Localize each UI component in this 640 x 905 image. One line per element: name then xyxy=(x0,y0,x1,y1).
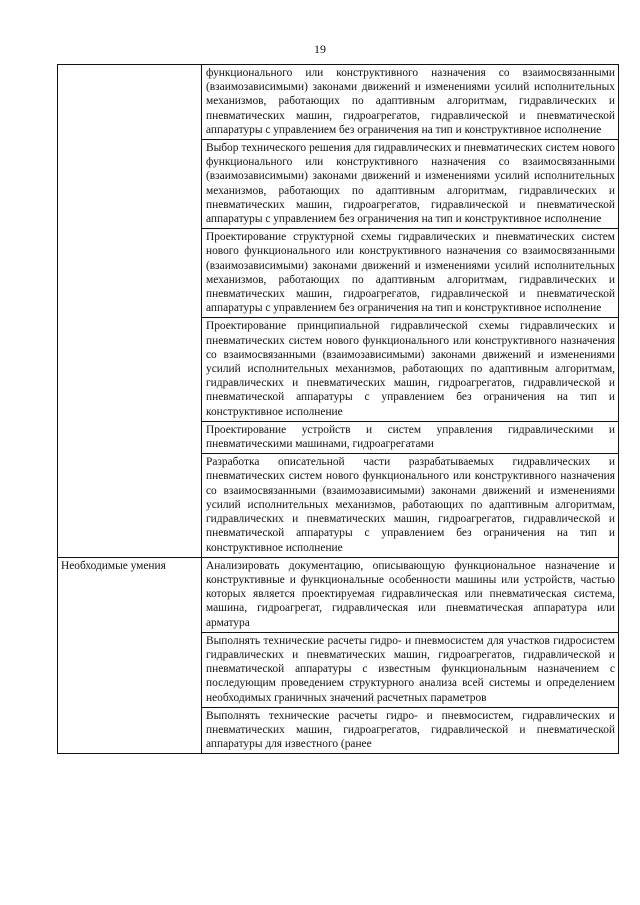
row-text-cell xyxy=(202,140,619,229)
row-text-cell xyxy=(202,707,619,754)
row-text-cell xyxy=(202,557,619,632)
row-text: Проектирование структурной схемы гидравлических и пневматических систем нового функционального или конструктивного назначения со взаимосвязанными (взаимозависимыми) законами движений и изменениями усилий исполнительных механизмов, работающих по адаптивным алгоритмам, гидравлических и пневматических машин, гидроагрегатов, гидравлической и пневматической аппаратуры с управлением без ограничения на тип и конструктивное исполнение xyxy=(206,231,615,315)
row-label-cell xyxy=(58,557,202,754)
row-text: Разработка описательной части разрабатываемых гидравлических и пневматических систем нового функционального или конструктивного назначения со взаимосвязанными (взаимозависимыми) законами движений и изменениями усилий исполнительных механизмов, работающих по адаптивным алгоритмам, гидравлических и пневматических машин, гидроагрегатов, гидравлической и пневматической аппаратуры с управлением без ограничения на тип и конструктивное исполнение xyxy=(206,456,615,554)
row-text-cell xyxy=(202,454,619,557)
row-text: Анализировать документацию, описывающую функциональное назначение и конструктивные и функциональные особенности машины или устройств, частью которых является проектируемая гидравлическая или пневматическая система, машина, гидроагрегат, гидравлическая или пневматическая аппаратура или арматура xyxy=(206,559,615,629)
row-text: Выбор технического решения для гидравлических и пневматических систем нового функционального или конструктивного назначения со взаимосвязанными (взаимозависимыми) законами движений и изменениями усилий исполнительных механизмов, работающих по адаптивным алгоритмам, гидравлических и пневматических машин, гидроагрегатов, гидравлической и пневматической аппаратуры с управлением без ограничения на тип и конструктивное исполнение xyxy=(206,142,615,226)
table-row xyxy=(58,65,619,140)
page-number: 19 xyxy=(314,42,326,56)
row-text: Проектирование принципиальной гидравлической схемы гидравлических и пневматических систем нового функционального или конструктивного назначения со взаимосвязанными (взаимозависимыми) законами движений и изменениями усилий исполнительных механизмов, работающих по адаптивным алгоритмам, гидравлических и пневматических машин, гидроагрегатов, гидравлической и пневматической аппаратуры с управлением без ограничения на тип и конструктивное исполнение xyxy=(206,320,615,418)
row-label-cell xyxy=(58,65,202,558)
requirements-table xyxy=(57,64,619,754)
row-text-cell xyxy=(202,229,619,318)
row-label-skills: Необходимые умения xyxy=(61,559,166,572)
row-text-cell xyxy=(202,421,619,453)
row-text-cell xyxy=(202,65,619,140)
row-text-cell xyxy=(202,318,619,421)
row-text: Выполнять технические расчеты гидро- и пневмосистем, гидравлических и пневматических машин, гидроагрегатов, гидравлической и пневматической аппаратуры для известного (ранее xyxy=(206,709,615,751)
row-text: Выполнять технические расчеты гидро- и пневмосистем для участков гидросистем гидравлических и пневматических машин, гидроагрегатов, гидравлической и пневматической аппаратуры с известным функциональным назначением с последующим проведением структурного анализа всей системы и определением необходимых граничных значений расчетных параметров xyxy=(206,634,615,704)
row-text: функционального или конструктивного назначения со взаимосвязанными (взаимозависимыми) законами движений и изменениями усилий исполнительных механизмов, работающих по адаптивным алгоритмам, гидравлических и пневматических машин, гидроагрегатов, гидравлической и пневматической аппаратуры с управлением без ограничения на тип и конструктивное исполнение xyxy=(206,67,615,136)
row-text-cell xyxy=(202,632,619,707)
row-text: Проектирование устройств и систем управления гидравлическими и пневматическими машинами, гидроагрегатами xyxy=(206,423,615,451)
table-row xyxy=(58,557,619,632)
